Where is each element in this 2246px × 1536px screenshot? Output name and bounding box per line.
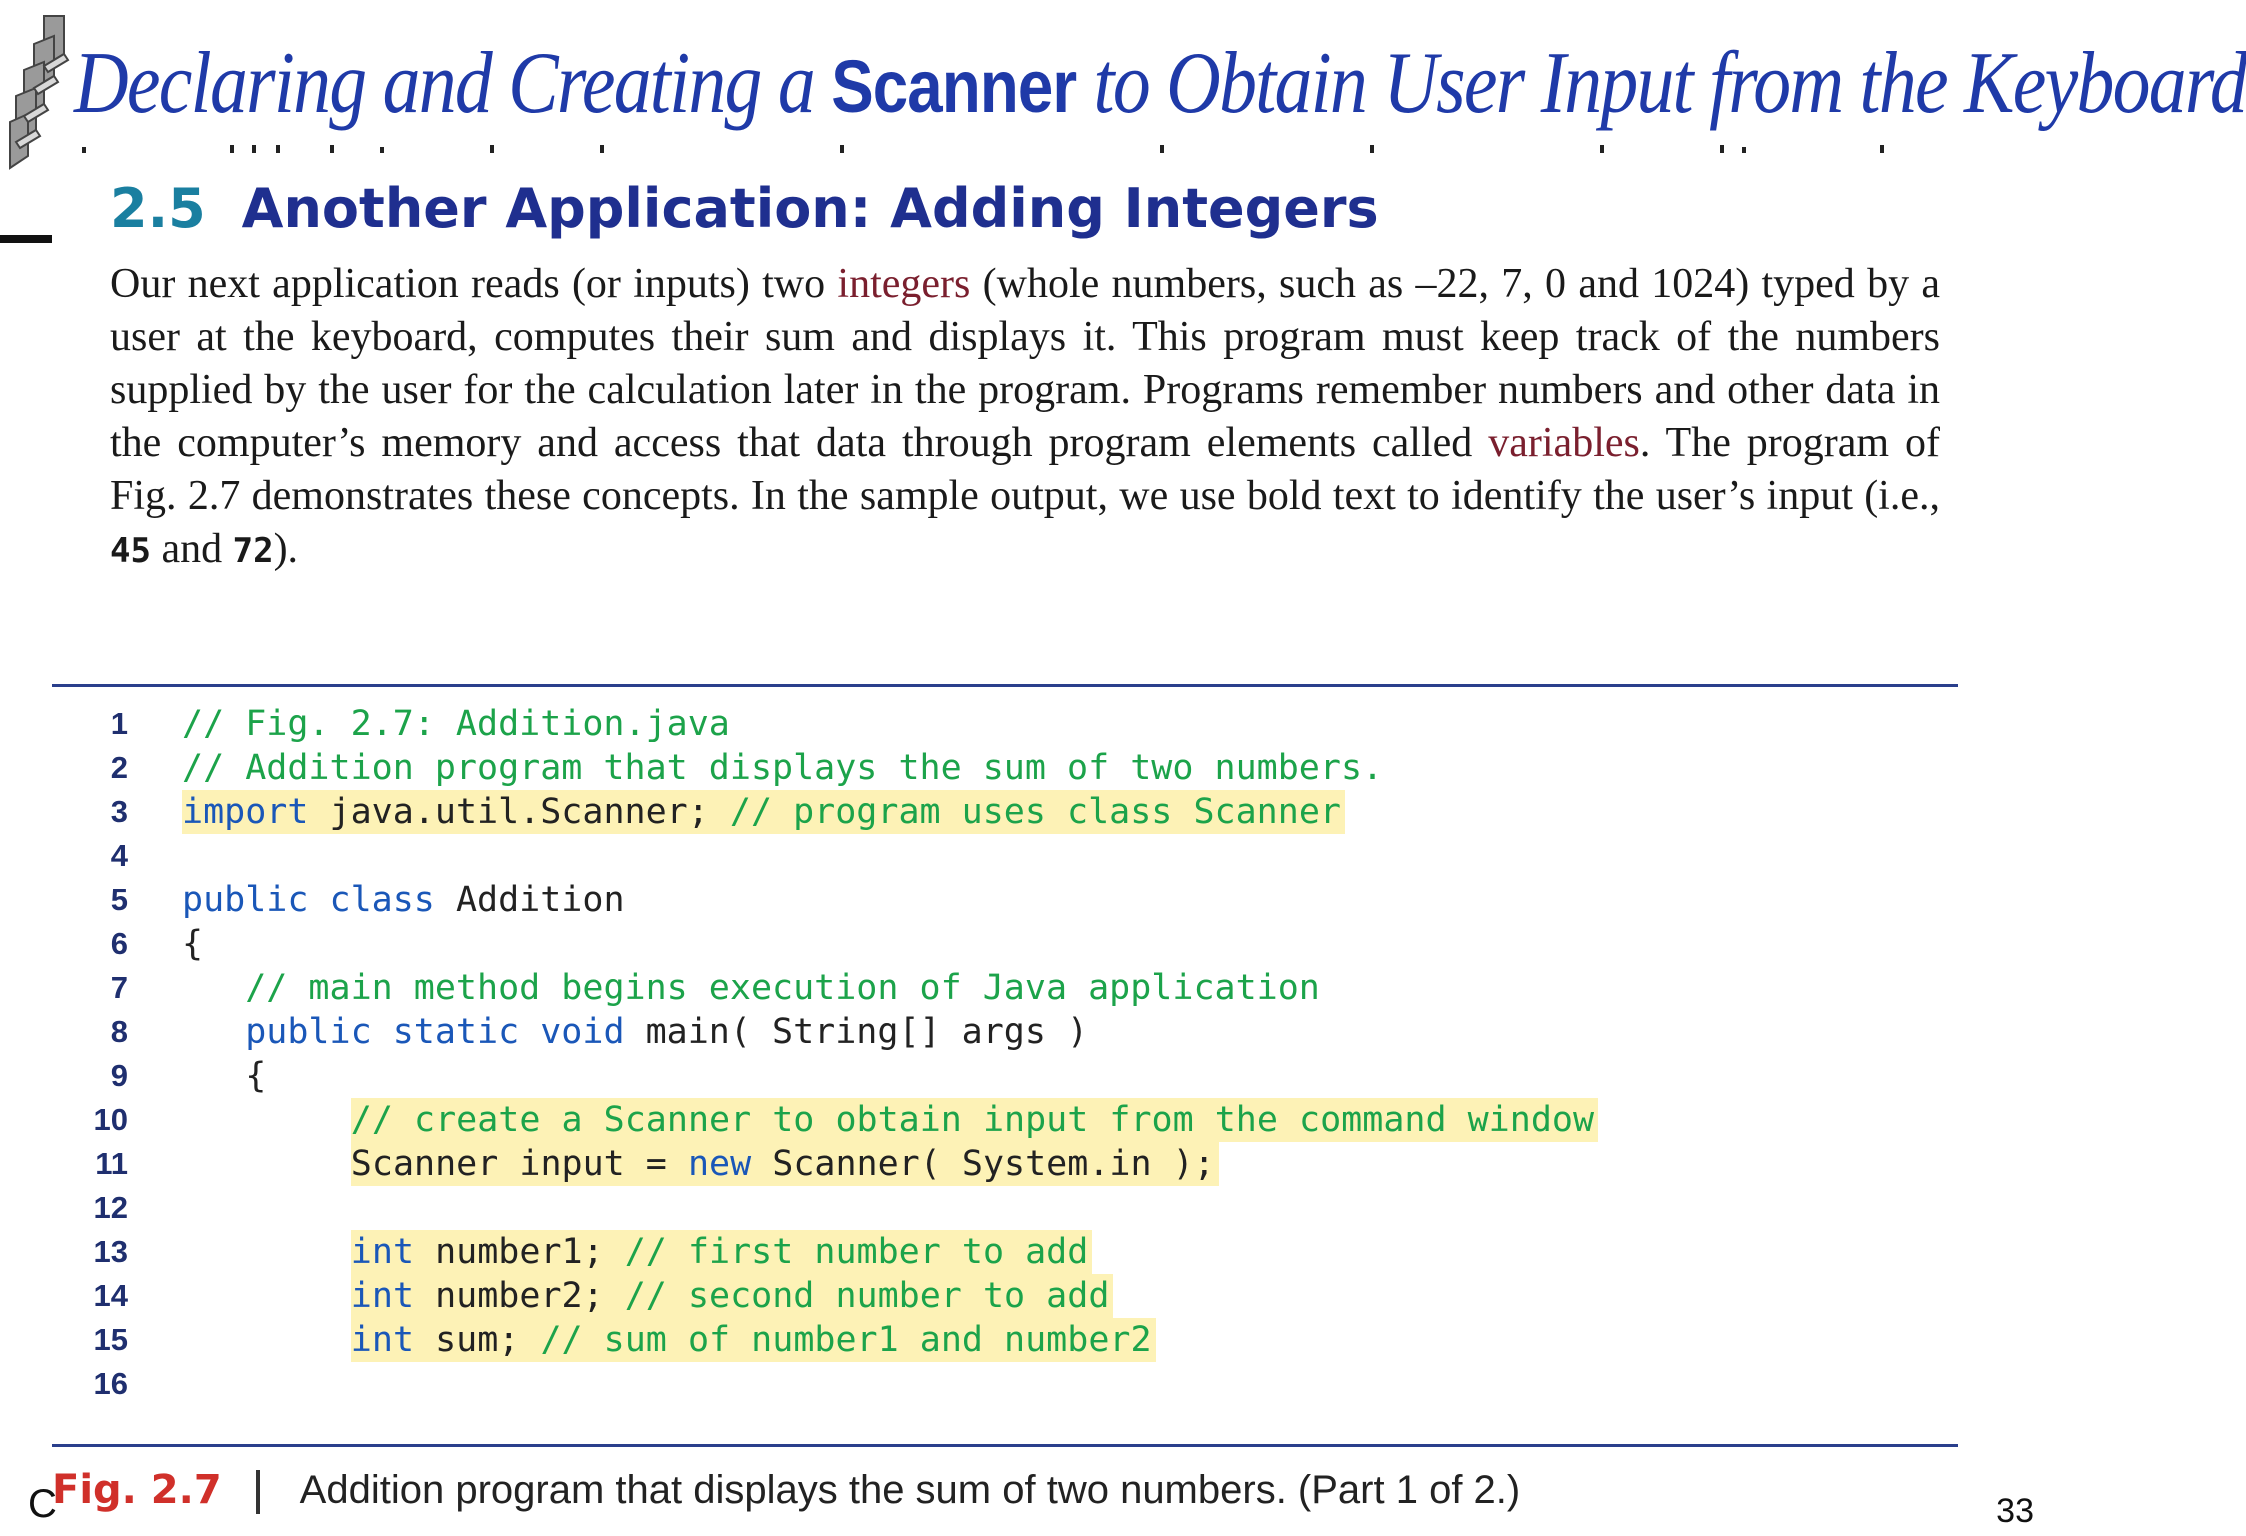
code-line bbox=[60, 746, 1860, 790]
code-comment: // main method begins execution of Java application bbox=[245, 968, 1320, 1008]
code-comment: // sum of number1 and number2 bbox=[540, 1320, 1152, 1360]
term-variables: variables bbox=[1488, 420, 1640, 466]
figure-caption bbox=[52, 1460, 1520, 1520]
code-token bbox=[182, 968, 245, 1008]
code-text bbox=[351, 1318, 1156, 1362]
code-keyword: int bbox=[350, 1276, 415, 1316]
stray-letter: C bbox=[28, 1482, 57, 1526]
body-sentence-2: (whole numbers, such as –22, 7, 0 and 1024) typed by a user at the keyboard, computes their sum and displays it. This program must keep track of the numbers supplied by the user for the calculation later in the program. Programs remember numbers and other data in the computer’s memory and access that data through program elements called bbox=[110, 261, 1941, 466]
body-paragraph bbox=[110, 258, 1940, 578]
code-keyword: int bbox=[350, 1320, 415, 1360]
slide-title bbox=[74, 34, 2246, 137]
title-keyword: Scanner bbox=[831, 45, 1077, 128]
code-line bbox=[60, 1098, 1860, 1142]
caption-label: Fig. 2.7 bbox=[52, 1467, 222, 1513]
code-line bbox=[60, 1318, 1860, 1362]
code-line bbox=[60, 1054, 1860, 1098]
stair-decoration bbox=[8, 14, 68, 184]
code-token: Scanner( System.in ); bbox=[751, 1144, 1215, 1184]
line-number: 14 bbox=[93, 1278, 128, 1313]
section-heading bbox=[110, 176, 1379, 242]
code-text bbox=[182, 922, 203, 966]
code-line bbox=[60, 966, 1860, 1010]
line-number: 8 bbox=[110, 1014, 128, 1049]
code-text bbox=[351, 1274, 1114, 1318]
body-sentence-1: Our next application reads (or inputs) two bbox=[110, 261, 838, 307]
code-keyword: new bbox=[687, 1144, 752, 1184]
caption-separator bbox=[256, 1470, 260, 1514]
code-line bbox=[60, 1142, 1860, 1186]
code-comment: // program uses class Scanner bbox=[729, 792, 1341, 832]
line-number: 12 bbox=[93, 1190, 128, 1225]
body-sentence-4: and bbox=[150, 526, 233, 572]
code-comment: // Addition program that displays the sum of two numbers. bbox=[182, 748, 1384, 788]
code-token: sum; bbox=[414, 1320, 541, 1360]
code-line bbox=[60, 1362, 1860, 1406]
code-line bbox=[60, 702, 1860, 746]
code-line bbox=[60, 1230, 1860, 1274]
code-line bbox=[60, 922, 1860, 966]
body-sentence-3: . The program of Fig. 2.7 demonstrates these concepts. In the sample output, we use bold text to identify the user’s input (i.e., bbox=[110, 420, 1941, 519]
line-number: 10 bbox=[93, 1102, 128, 1137]
code-keyword: import bbox=[182, 792, 309, 832]
code-text bbox=[182, 1010, 1088, 1054]
code-comment: // second number to add bbox=[624, 1276, 1110, 1316]
page-number: 33 bbox=[1996, 1492, 2034, 1530]
code-token: number1; bbox=[414, 1232, 625, 1272]
caption-text: Addition program that displays the sum of two numbers. (Part 1 of 2.) bbox=[299, 1468, 1521, 1512]
code-line bbox=[60, 790, 1860, 834]
code-keyword: int bbox=[350, 1232, 415, 1272]
term-integers: integers bbox=[837, 261, 971, 307]
code-text bbox=[351, 1142, 1219, 1186]
code-token: { bbox=[182, 1056, 267, 1096]
line-number: 11 bbox=[95, 1146, 128, 1181]
code-keyword: public static void bbox=[245, 1012, 625, 1052]
code-token: { bbox=[182, 924, 204, 964]
line-number: 6 bbox=[110, 926, 128, 961]
line-number: 5 bbox=[110, 882, 128, 917]
code-text bbox=[182, 1054, 266, 1098]
code-token: main( String[] args ) bbox=[624, 1012, 1089, 1052]
code-text bbox=[182, 966, 1320, 1010]
body-sentence-5: ). bbox=[273, 526, 299, 572]
code-text bbox=[182, 702, 730, 746]
title-part2: to Obtain User Input from the Keyboard bbox=[1093, 35, 2246, 132]
code-keyword: public class bbox=[182, 880, 435, 920]
user-input-2: 72 bbox=[232, 531, 274, 571]
code-text bbox=[351, 1098, 1598, 1142]
line-number: 1 bbox=[110, 706, 128, 741]
code-bottom-rule bbox=[52, 1444, 1958, 1447]
code-comment: // first number to add bbox=[624, 1232, 1089, 1272]
line-number: 13 bbox=[93, 1234, 128, 1269]
code-comment: // create a Scanner to obtain input from the command window bbox=[350, 1100, 1595, 1140]
code-line bbox=[60, 1274, 1860, 1318]
code-token: Scanner input = bbox=[350, 1144, 688, 1184]
code-line bbox=[60, 878, 1860, 922]
code-text bbox=[182, 746, 1383, 790]
line-number: 2 bbox=[110, 750, 128, 785]
decorative-bar bbox=[0, 235, 52, 243]
line-number: 16 bbox=[93, 1366, 128, 1401]
code-token: Addition bbox=[434, 880, 625, 920]
code-line bbox=[60, 834, 1860, 878]
line-number: 15 bbox=[93, 1322, 128, 1357]
line-number: 3 bbox=[110, 794, 128, 829]
code-text bbox=[182, 790, 1345, 834]
section-title: Another Application: Adding Integers bbox=[241, 177, 1379, 240]
cropped-text-fragments bbox=[80, 143, 1900, 155]
code-token: java.util.Scanner; bbox=[308, 792, 730, 832]
code-top-rule bbox=[52, 684, 1958, 687]
code-line bbox=[60, 1186, 1860, 1230]
code-text bbox=[351, 1230, 1093, 1274]
title-part1: Declaring and Creating a bbox=[74, 35, 814, 132]
user-input-1: 45 bbox=[110, 531, 151, 571]
code-text bbox=[182, 878, 625, 922]
code-token: number2; bbox=[414, 1276, 625, 1316]
code-line bbox=[60, 1010, 1860, 1054]
code-token bbox=[182, 1012, 245, 1052]
code-comment: // Fig. 2.7: Addition.java bbox=[182, 704, 730, 744]
line-number: 7 bbox=[110, 970, 128, 1005]
line-number: 4 bbox=[110, 838, 128, 873]
section-number: 2.5 bbox=[110, 177, 206, 240]
line-number: 9 bbox=[110, 1058, 128, 1093]
